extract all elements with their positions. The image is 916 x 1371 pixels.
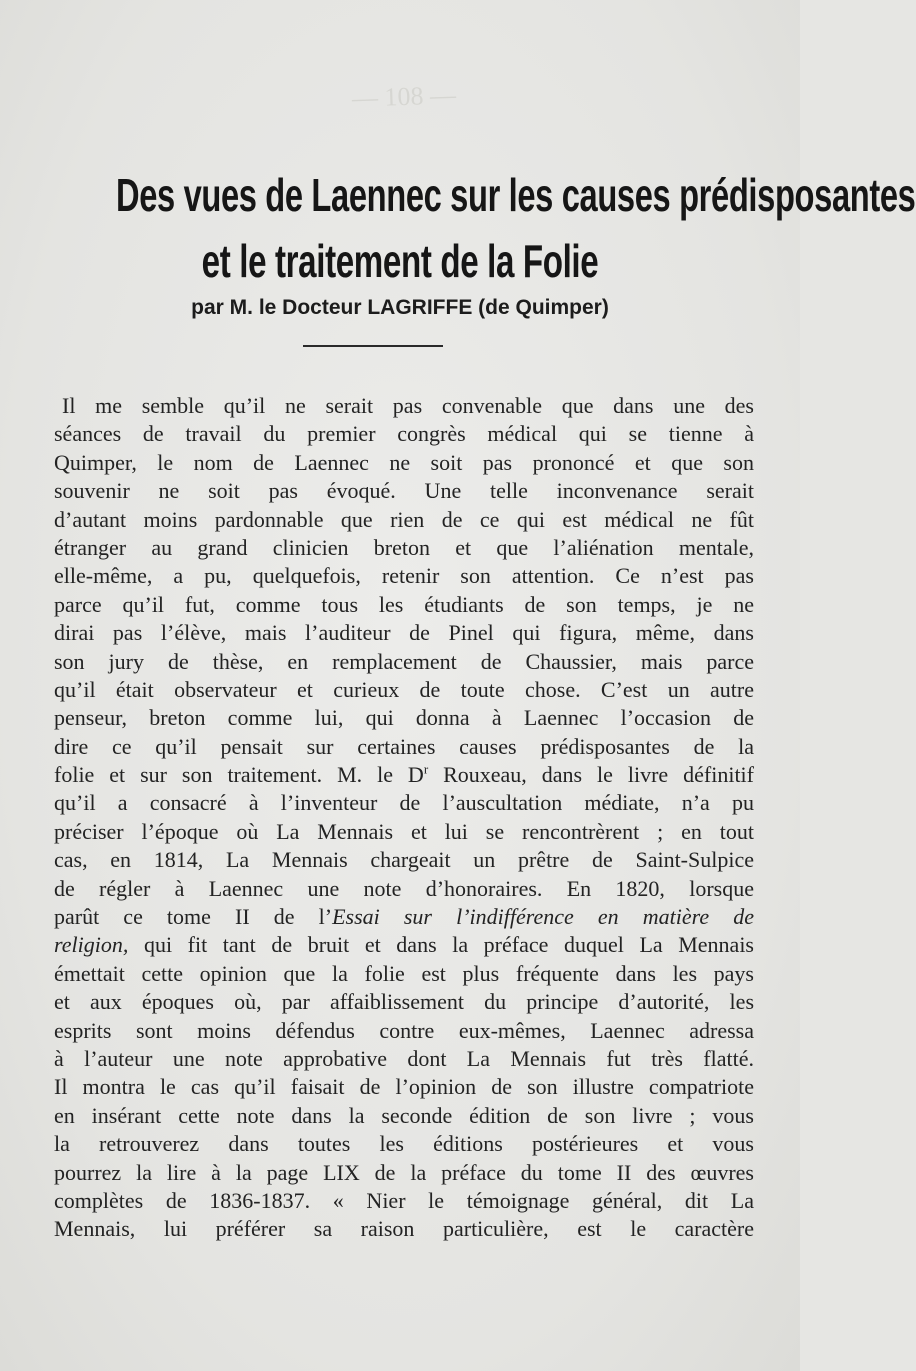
body-line [54, 903, 754, 931]
text-segment: penseur, breton comme lui, qui donna à Laennec l’occasion de [54, 705, 754, 731]
author-byline: par M. le Docteur LAGRIFFE (de Quimper) [191, 296, 609, 319]
body-line [54, 931, 754, 959]
text-segment: étranger au grand clinicien breton et que l’aliénation mentale, [54, 534, 754, 560]
text-segment: de régler à Laennec une note d’honoraires. En 1820, lorsque [54, 875, 754, 901]
body-line [54, 648, 754, 676]
text-segment: qui fit tant de bruit et dans la préface duquel La Mennais [128, 932, 754, 958]
body-line [54, 1102, 754, 1130]
text-segment: Quimper, le nom de Laennec ne soit pas prononcé et que son [54, 449, 754, 475]
text-segment: à l’auteur une note approbative dont La Mennais fut très flatté. [54, 1045, 754, 1071]
text-segment: en insérant cette note dans la seconde édition de son livre ; vous [54, 1102, 754, 1128]
title-separator-rule [303, 345, 443, 347]
body-line [54, 1073, 754, 1101]
text-segment: souvenir ne soit pas évoqué. Une telle inconvenance serait [54, 478, 754, 504]
text-segment: son jury de thèse, en remplacement de Chaussier, mais parce [54, 648, 754, 674]
text-segment: folie et sur son traitement. M. le D [54, 762, 424, 788]
body-line [54, 1187, 754, 1215]
italic-text: Essai sur l’indifférence en matière de [332, 904, 755, 930]
body-line [54, 761, 754, 789]
text-segment: qu’il a consacré à l’inventeur de l’auscultation médiate, n’a pu [54, 790, 754, 816]
body-line [54, 562, 754, 590]
body-line [54, 477, 754, 505]
text-segment: séances de travail du premier congrès médical qui se tienne à [54, 421, 754, 447]
body-line [54, 818, 754, 846]
text-segment: parce qu’il fut, comme tous les étudiants de son temps, je ne [54, 591, 754, 617]
body-line [54, 988, 754, 1016]
body-line [54, 619, 754, 647]
body-line [54, 1159, 754, 1187]
body-line [54, 960, 754, 988]
body-line [54, 875, 754, 903]
article-title-line-2: et le traitement de la Folie [201, 235, 599, 287]
text-segment: esprits sont moins défendus contre eux-mêmes, Laennec adressa [54, 1017, 754, 1043]
text-segment: complètes de 1836-1837. « Nier le témoignage général, dit La [54, 1187, 754, 1213]
text-segment: Il montra le cas qu’il faisait de l’opinion de son illustre compatriote [54, 1074, 754, 1100]
text-segment: cas, en 1814, La Mennais chargeait un prêtre de Saint-Sulpice [54, 847, 754, 873]
body-line [54, 534, 754, 562]
body-line [54, 506, 754, 534]
body-line [54, 789, 754, 817]
body-line [54, 1017, 754, 1045]
body-line [54, 449, 754, 477]
text-segment: Il me semble qu’il ne serait pas convenable que dans une des [62, 393, 754, 418]
text-segment: dirai pas l’élève, mais l’auditeur de Pinel qui figura, même, dans [54, 620, 754, 646]
text-segment: qu’il était observateur et curieux de toute chose. C’est un autre [54, 676, 754, 702]
body-line [54, 392, 754, 420]
body-line [54, 846, 754, 874]
bleed-through-page-number: — 108 — [351, 80, 457, 113]
text-segment: elle-même, a pu, quelquefois, retenir son attention. Ce n’est pas [54, 563, 754, 589]
text-segment: d’autant moins pardonnable que rien de ce qui est médical ne fût [54, 506, 754, 532]
body-line [54, 733, 754, 761]
text-segment: émettait cette opinion que la folie est plus fréquente dans les pays [54, 960, 754, 986]
text-segment: pourrez la lire à la page LIX de la préface du tome II des œuvres [54, 1159, 754, 1185]
body-line [54, 1215, 754, 1243]
text-segment: et aux époques où, par affaiblissement du principe d’autorité, les [54, 989, 754, 1015]
article-body [54, 392, 754, 1244]
body-line [54, 1130, 754, 1158]
article-title-line-1: Des vues de Laennec sur les causes prédisposantes [116, 169, 916, 221]
body-line [54, 1045, 754, 1073]
text-segment: Mennais, lui préférer sa raison particulière, est le caractère [54, 1216, 754, 1242]
text-segment: Rouxeau, dans le livre définitif [428, 762, 754, 788]
body-line [54, 676, 754, 704]
superscript-text: r [423, 761, 429, 777]
text-segment: préciser l’époque où La Mennais et lui se rencontrèrent ; en tout [54, 818, 754, 844]
text-segment: la retrouverez dans toutes les éditions postérieures et vous [54, 1131, 754, 1157]
italic-text: religion, [54, 932, 129, 958]
body-line [54, 704, 754, 732]
body-line [54, 591, 754, 619]
body-line [54, 420, 754, 448]
text-segment: dire ce qu’il pensait sur certaines causes prédisposantes de la [54, 733, 754, 759]
text-segment: parût ce tome II de l’ [54, 904, 333, 930]
